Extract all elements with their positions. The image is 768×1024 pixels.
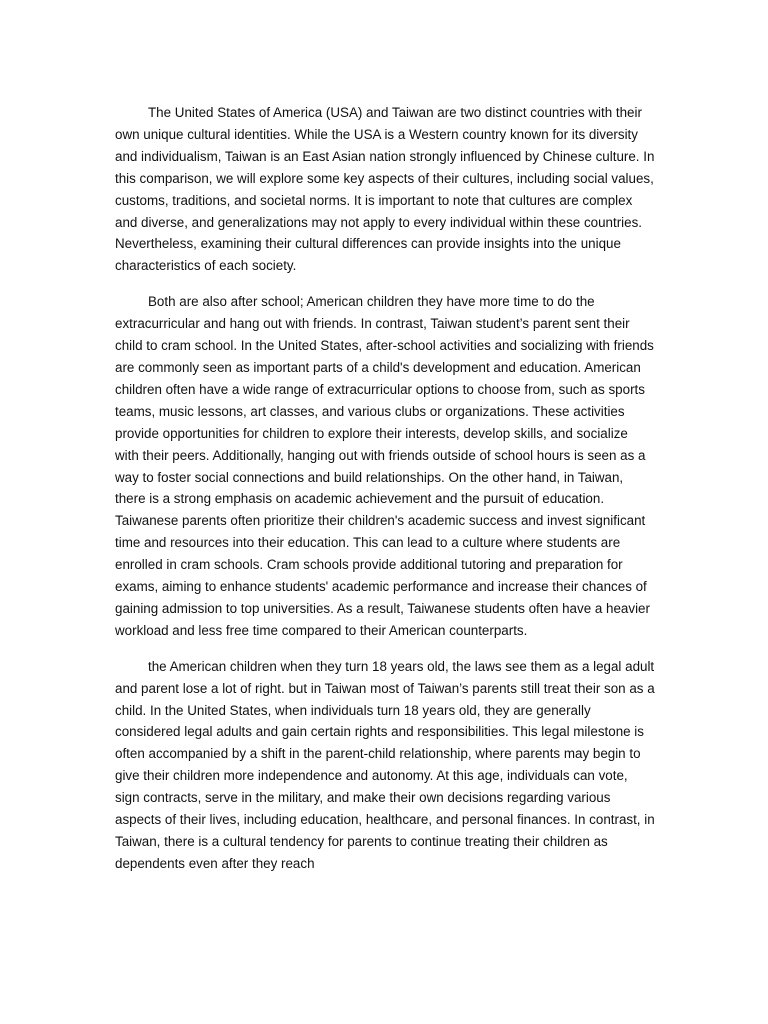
paragraph-legal-adulthood: the American children when they turn 18 years old, the laws see them as a legal adult and parent lose a lot of right. but in Taiwan most of Taiwan’s parents still treat their son as a child. In the United States, when individuals turn 18 years old, they are generally considered legal adults and gain certain rights and responsibilities. This legal milestone is often accompanied by a shift in the parent-child relationship, where parents may begin to give their children more independence and autonomy. At this age, individuals can vote, sign contracts, serve in the military, and make their own decisions regarding various aspects of their lives, including education, healthcare, and personal finances. In contrast, in Taiwan, there is a cultural tendency for parents to continue treating their children as dependents even after they reach (115, 658, 655, 871)
document-body (115, 102, 655, 889)
paragraph-after-school: Both are also after school; American children they have more time to do the extracurricular and hang out with friends. In contrast, Taiwan student’s parent sent their child to cram school. In the United States, after-school activities and socializing with friends are commonly seen as important parts of a child's development and education. American children often have a wide range of extracurricular options to choose from, such as sports teams, music lessons, art classes, and various clubs or organizations. These activities provide opportunities for children to explore their interests, develop skills, and socialize with their peers. Additionally, hanging out with friends outside of school hours is seen as a way to foster social connections and build relationships. On the other hand, in Taiwan, there is a strong emphasis on academic achievement and the pursuit of education. Taiwanese parents often prioritize their children's academic success and invest significant time and resources into their education. This can lead to a culture where students are enrolled in cram schools. Cram schools provide additional tutoring and preparation for exams, aiming to enhance students' academic performance and increase their chances of gaining admission to top universities. As a result, Taiwanese students often have a heavier workload and less free time compared to their American counterparts. (115, 294, 654, 638)
paragraph-intro: The United States of America (USA) and Taiwan are two distinct countries with their own unique cultural identities. While the USA is a Western country known for its diversity and individualism, Taiwan is an East Asian nation strongly influenced by Chinese culture. In this comparison, we will explore some key aspects of their cultures, including social values, customs, traditions, and societal norms. It is important to note that cultures are complex and diverse, and generalizations may not apply to every individual within these countries. Nevertheless, examining their cultural differences can provide insights into the unique characteristics of each society. (115, 105, 655, 274)
